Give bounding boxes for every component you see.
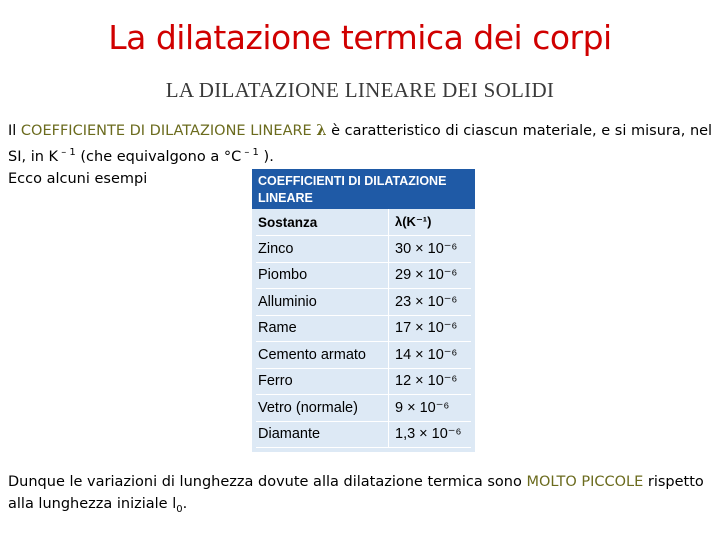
substance-cell: Rame: [258, 320, 297, 337]
substance-cell: Vetro (normale): [258, 399, 358, 416]
table-row: [256, 369, 471, 396]
table-row: [256, 316, 471, 343]
conclusion-text-2: rispetto alla lunghezza iniziale l: [8, 474, 704, 512]
lambda-symbol: λ: [316, 122, 327, 139]
table-row: [256, 342, 471, 369]
conclusion-text-3: .: [182, 496, 188, 512]
examples-line: Ecco alcuni esempi: [8, 170, 148, 187]
substance-cell: Alluminio: [258, 293, 317, 310]
column-header-coefficient: λ(K⁻¹): [388, 209, 471, 235]
coefficient-cell: 1,3 × 10⁻⁶: [388, 422, 471, 448]
table-title: COEFFICIENTI DI DILATAZIONE LINEARE: [252, 169, 475, 209]
coefficient-cell: 30 × 10⁻⁶: [388, 236, 471, 262]
table-row: [256, 422, 471, 449]
intro-text-1: Il: [8, 123, 21, 139]
coefficient-term: COEFFICIENTE DI DILATAZIONE LINEARE: [20, 123, 312, 139]
table-row: [256, 395, 471, 422]
coefficient-cell: 9 × 10⁻⁶: [388, 395, 471, 421]
coefficient-cell: 29 × 10⁻⁶: [388, 263, 471, 289]
table-header-row: [256, 209, 471, 236]
unit-exponent-2: – 1: [241, 147, 259, 158]
substance-cell: Zinco: [258, 240, 294, 257]
conclusion-highlight: MOLTO PICCOLE: [526, 474, 644, 490]
coefficient-cell: 23 × 10⁻⁶: [388, 289, 471, 315]
slide-title: La dilatazione termica dei corpi: [108, 18, 612, 57]
table-body: [252, 236, 475, 448]
coefficient-cell: 17 × 10⁻⁶: [388, 316, 471, 342]
table-row: [256, 263, 471, 290]
coefficient-cell: 12 × 10⁻⁶: [388, 369, 471, 395]
column-header-substance: Sostanza: [258, 214, 318, 230]
conclusion-text-1: Dunque le variazioni di lunghezza dovute alla dilatazione termica sono: [8, 474, 527, 490]
unit-exponent-1: – 1: [58, 147, 76, 158]
initial-length-subscript: 0: [176, 503, 183, 515]
coefficients-table: [252, 169, 475, 452]
intro-text-4: ).: [258, 148, 274, 165]
substance-cell: Ferro: [258, 373, 293, 390]
substance-cell: Diamante: [258, 426, 321, 443]
substance-cell: Cemento armato: [258, 346, 366, 363]
coefficient-cell: 14 × 10⁻⁶: [388, 342, 471, 368]
table-row: [256, 289, 471, 316]
substance-cell: Piombo: [258, 267, 308, 284]
intro-text-2: è caratteristico di ciascun materiale, e si misura, nel SI, in K: [8, 123, 713, 165]
table-row: [256, 236, 471, 263]
intro-text-3: (che equivalgono a °C: [75, 148, 242, 165]
conclusion-paragraph: [8, 471, 716, 521]
slide-subtitle: LA DILATAZIONE LINEARE DEI SOLIDI: [165, 78, 555, 102]
